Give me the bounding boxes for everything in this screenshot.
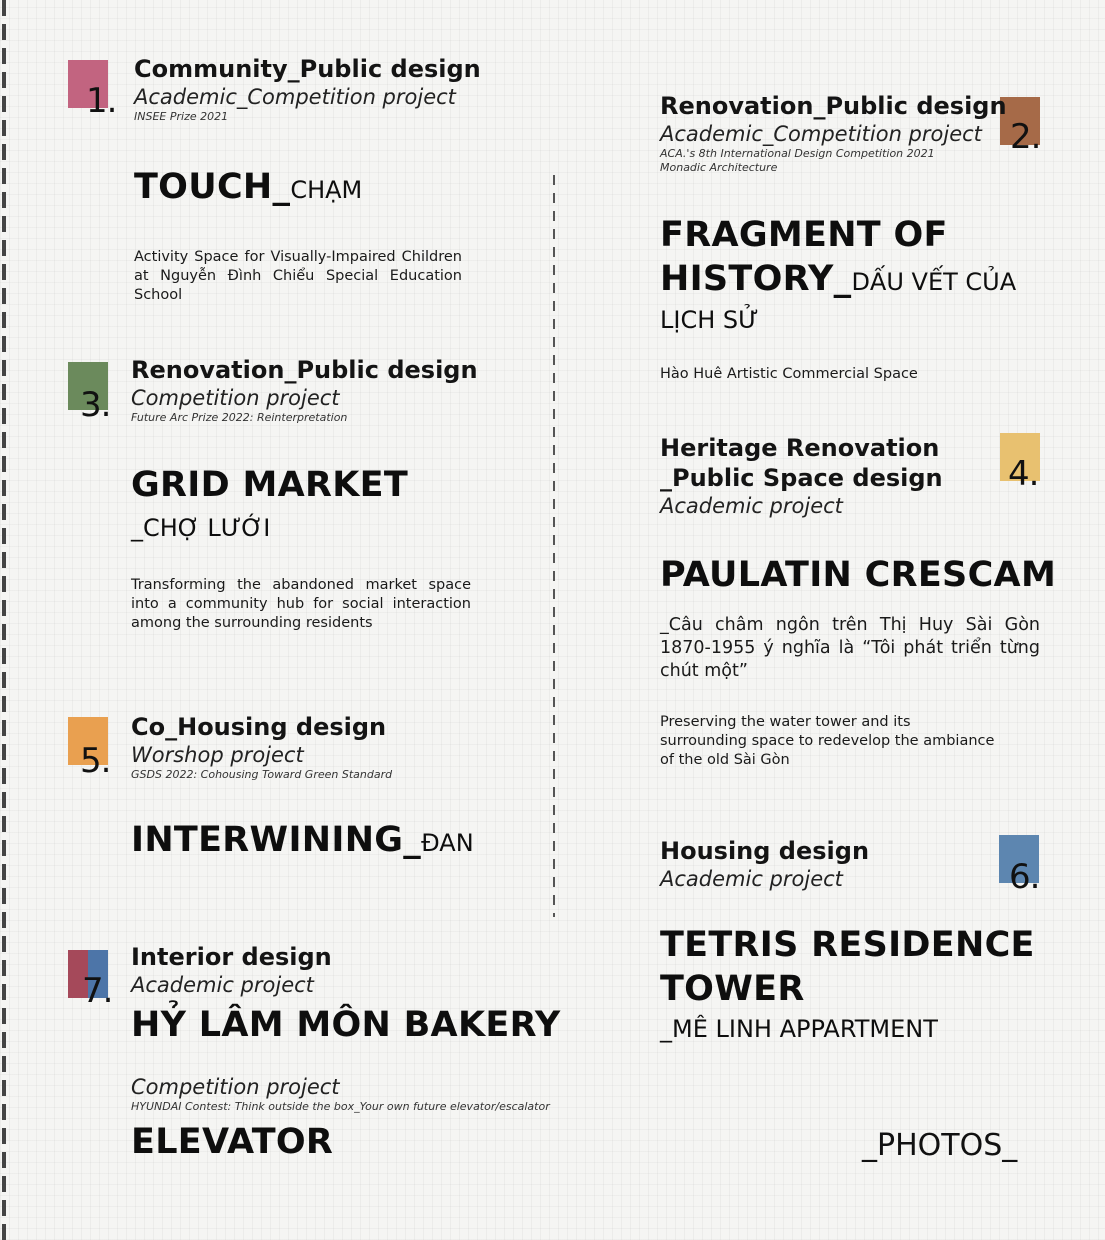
project-3-type: Competition project xyxy=(131,386,340,410)
project-3-description: Transforming the abandoned market space into a community hub for social interaction among the surrounding residents xyxy=(131,577,471,631)
project-4-description: Preserving the water tower and its surrounding space to redevelop the ambiance of the old Sài Gòn xyxy=(660,714,995,768)
project-1-subtitle: INSEE Prize 2021 xyxy=(134,110,229,123)
project-5-type: Worshop project xyxy=(131,743,304,767)
project-5-number: 5. xyxy=(80,741,111,781)
project-2-description: Hào Huê Artistic Commercial Space xyxy=(660,366,918,382)
project-6-category: Housing design xyxy=(660,837,870,865)
project-4-type: Academic project xyxy=(660,494,843,518)
project-1-number: 1. xyxy=(86,81,117,121)
project-2-type: Academic_Competition project xyxy=(660,122,982,146)
project-5-title: INTERWINING_ĐAN xyxy=(131,820,474,860)
project-7-title-2: ELEVATOR xyxy=(131,1122,334,1162)
project-2-title-vn-b: LỊCH SỬ xyxy=(660,306,759,334)
project-6-title-vn: _MÊ LINH APPARTMENT xyxy=(660,1015,938,1043)
project-1-type: Academic_Competition project xyxy=(134,85,456,109)
center-dashed-divider xyxy=(553,175,555,917)
project-7-number: 7. xyxy=(82,971,113,1011)
project-2-title-vn-a: DẤU VẾT CỦA xyxy=(851,268,1017,296)
project-2-subtitle-2: Monadic Architecture xyxy=(660,161,778,174)
project-5-category: Co_Housing design xyxy=(131,713,387,741)
project-4-number: 4. xyxy=(1008,454,1039,494)
project-1-category: Community_Public design xyxy=(134,55,481,83)
project-6-title: TETRIS RESIDENCE TOWER _MÊ LINH APPARTMENT xyxy=(660,925,1035,1043)
project-1-title: TOUCH_CHẠM xyxy=(134,167,363,207)
project-3-subtitle: Future Arc Prize 2022: Reinterpretation xyxy=(131,411,348,424)
project-5-subtitle: GSDS 2022: Cohousing Toward Green Standard xyxy=(131,768,393,781)
project-2-category: Renovation_Public design xyxy=(660,92,1007,120)
left-dashed-rule xyxy=(2,0,6,1240)
photos-link[interactable]: _PHOTOS_ xyxy=(862,1128,1018,1163)
project-4-category-1: Heritage Renovation xyxy=(660,434,940,462)
project-1-description: Activity Space for Visually-Impaired Children at Nguyễn Đình Chiểu Special Education School xyxy=(134,249,462,303)
project-3-title-vn: _CHỢ LƯỚI xyxy=(131,514,271,542)
project-7-type: Academic project xyxy=(131,973,314,997)
project-3-title: GRID MARKET xyxy=(131,465,409,505)
project-4-quote: _Câu châm ngôn trên Thị Huy Sài Gòn 1870-1955 ý nghĩa là “Tôi phát triển từng chút một” xyxy=(660,615,1040,681)
project-6-number: 6. xyxy=(1009,857,1040,897)
project-3-category: Renovation_Public design xyxy=(131,356,478,384)
project-7-type-2: Competition project xyxy=(131,1075,340,1099)
project-7-title: HỶ LÂM MÔN BAKERY xyxy=(131,1005,561,1045)
project-7-subtitle-2: HYUNDAI Contest: Think outside the box_Your own future elevator/escalator xyxy=(131,1100,550,1113)
project-3-number: 3. xyxy=(80,385,111,425)
project-5-title-vn: ĐAN xyxy=(421,829,474,857)
project-6-type: Academic project xyxy=(660,867,843,891)
project-7-category: Interior design xyxy=(131,943,332,971)
project-2-subtitle-1: ACA.'s 8th International Design Competition 2021 xyxy=(660,147,935,160)
project-4-category-2: _Public Space design xyxy=(660,464,943,492)
project-2-title: FRAGMENT OF HISTORY_DẤU VẾT CỦA LỊCH SỬ xyxy=(660,213,1020,336)
project-2-number: 2. xyxy=(1010,117,1041,157)
project-4-title: PAULATIN CRESCAM xyxy=(660,555,1057,595)
project-1-title-vn: CHẠM xyxy=(290,176,363,204)
